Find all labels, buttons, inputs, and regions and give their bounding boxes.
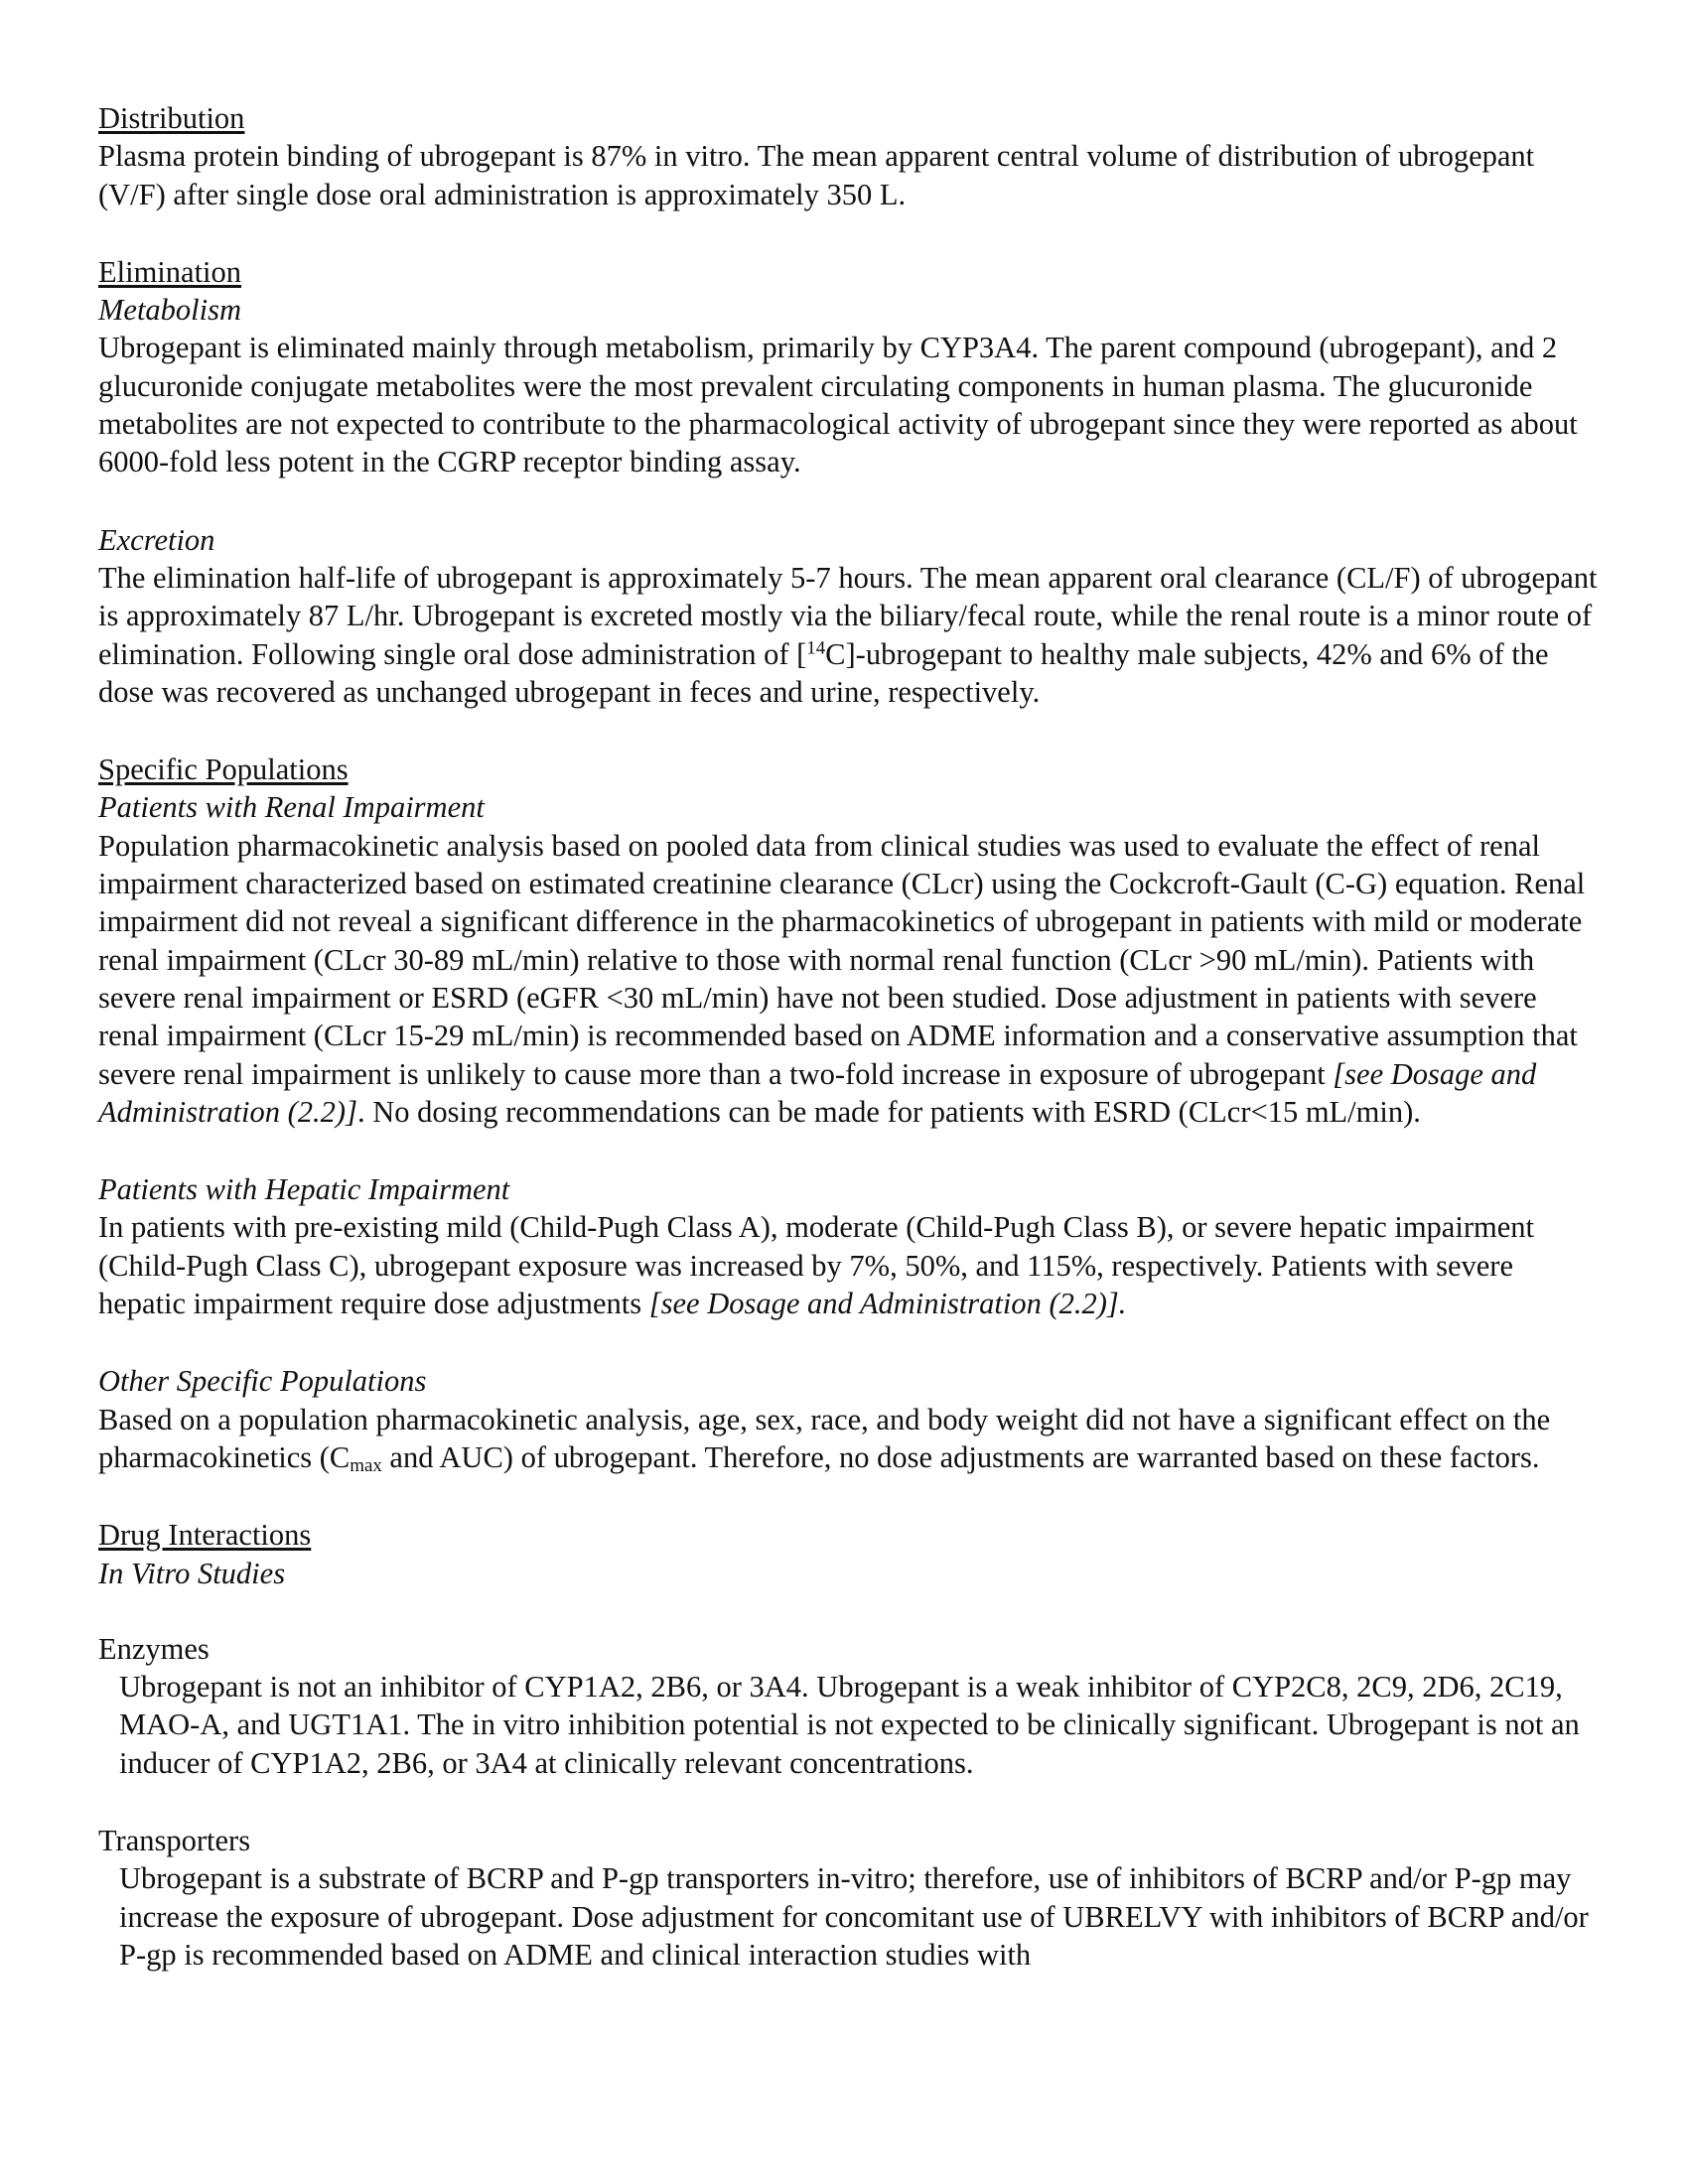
hepatic-text-part-1: In patients with pre-existing mild (Child-Pugh Class A), moderate (Child-Pugh Class B), or severe hepatic impairment (Child-Pugh Class C), ubrogepant exposure was increased by 7%, 50%, and 115%, respectively. Patients with severe hepatic impairment require dose adjustments	[98, 1210, 1534, 1321]
specific-populations-heading: Specific Populations	[98, 752, 349, 787]
metabolism-paragraph: Ubrogepant is eliminated mainly through metabolism, primarily by CYP3A4. The parent compound (ubrogepant), and 2 glucuronide conjugate metabolites were the most prevalent circulating components in human plasma. The glucuronide metabolites are not expected to contribute to the pharmacological activity of ubrogepant since they were reported as about 6000-fold less potent in the CGRP receptor binding assay.	[98, 331, 1578, 479]
enzymes-paragraph: Ubrogepant is not an inhibitor of CYP1A2, 2B6, or 3A4. Ubrogepant is a weak inhibitor of CYP2C8, 2C9, 2D6, 2C19, MAO-A, and UGT1A1. The in vitro inhibition potential is not expected to be clinically significant. Ubrogepant is not an inducer of CYP1A2, 2B6, or 3A4 at clinically relevant concentrations.	[119, 1670, 1580, 1780]
elimination-heading: Elimination	[98, 254, 242, 289]
other-populations-text-part-1: Based on a population pharmacokinetic analysis, age, sex, race, and body weight did not have a significant effect on the pharmacokinetics (C	[98, 1402, 1551, 1474]
renal-cross-reference: [see Dosage and Administration (2.2)]	[98, 1056, 1537, 1129]
renal-text-part-1: Population pharmacokinetic analysis based on pooled data from clinical studies was used to evaluate the effect of renal impairment characterized based on estimated creatinine clearance (CLcr) using the Cockcroft-Gault (C-G) equation. Renal impairment did not reveal a significant difference in the pharmacokinetics of ubrogepant in patients with mild or moderate renal impairment (CLcr 30-89 mL/min) relative to those with normal renal function (CLcr >90 mL/min). Patients with severe renal impairment or ESRD (eGFR <30 mL/min) have not been studied. Dose adjustment in patients with severe renal impairment (CLcr 15-29 mL/min) is recommended based on ADME information and a conservative assumption that severe renal impairment is unlikely to cause more than a two-fold increase in exposure of ubrogepant	[98, 828, 1586, 1091]
drug-interactions-heading: Drug Interactions	[98, 1518, 312, 1553]
renal-text-part-2: . No dosing recommendations can be made for patients with ESRD (CLcr<15 mL/min).	[356, 1094, 1421, 1129]
enzymes-label: Enzymes	[98, 1631, 210, 1666]
metabolism-subheading: Metabolism	[98, 293, 242, 328]
hepatic-paragraph	[98, 1208, 1603, 1322]
transporters-label: Transporters	[98, 1823, 251, 1857]
document-page	[98, 99, 1603, 1974]
hepatic-cross-reference: [see Dosage and Administration (2.2)].	[648, 1287, 1127, 1321]
excretion-subheading: Excretion	[98, 522, 215, 557]
excretion-text-part-2: C]-ubrogepant to healthy male subjects, 42% and 6% of the dose was recovered as unchanged ubrogepant in feces and urine, respectively.	[98, 636, 1549, 709]
hepatic-subheading: Patients with Hepatic Impairment	[98, 1172, 510, 1207]
excretion-paragraph	[98, 559, 1603, 711]
excretion-text-part-1: The elimination half-life of ubrogepant is approximately 5-7 hours. The mean apparent oral clearance (CL/F) of ubrogepant is approximately 87 L/hr. Ubrogepant is excreted mostly via the biliary/fecal route, while the renal route is a minor route of elimination. Following single oral dose administration of [	[98, 560, 1598, 671]
renal-paragraph	[98, 827, 1603, 1131]
other-populations-paragraph	[98, 1401, 1603, 1477]
distribution-paragraph: Plasma protein binding of ubrogepant is 87% in vitro. The mean apparent central volume of distribution of ubrogepant (V/F) after single dose oral administration is approximately 350 L.	[98, 139, 1535, 211]
distribution-heading: Distribution	[98, 101, 245, 135]
other-populations-text-part-2: and AUC) of ubrogepant. Therefore, no dose adjustments are warranted based on these factors.	[381, 1439, 1540, 1474]
other-populations-subheading: Other Specific Populations	[98, 1364, 427, 1399]
cmax-subscript: max	[350, 1454, 382, 1476]
transporters-paragraph: Ubrogepant is a substrate of BCRP and P-gp transporters in-vitro; therefore, use of inhibitors of BCRP and/or P-gp may increase the exposure of ubrogepant. Dose adjustment for concomitant use of UBRELVY with inhibitors of BCRP and/or P-gp is recommended based on ADME and clinical interaction studies with	[119, 1861, 1589, 1972]
renal-subheading: Patients with Renal Impairment	[98, 790, 485, 825]
isotope-superscript: 14	[806, 637, 826, 659]
in-vitro-subheading: In Vitro Studies	[98, 1556, 286, 1590]
